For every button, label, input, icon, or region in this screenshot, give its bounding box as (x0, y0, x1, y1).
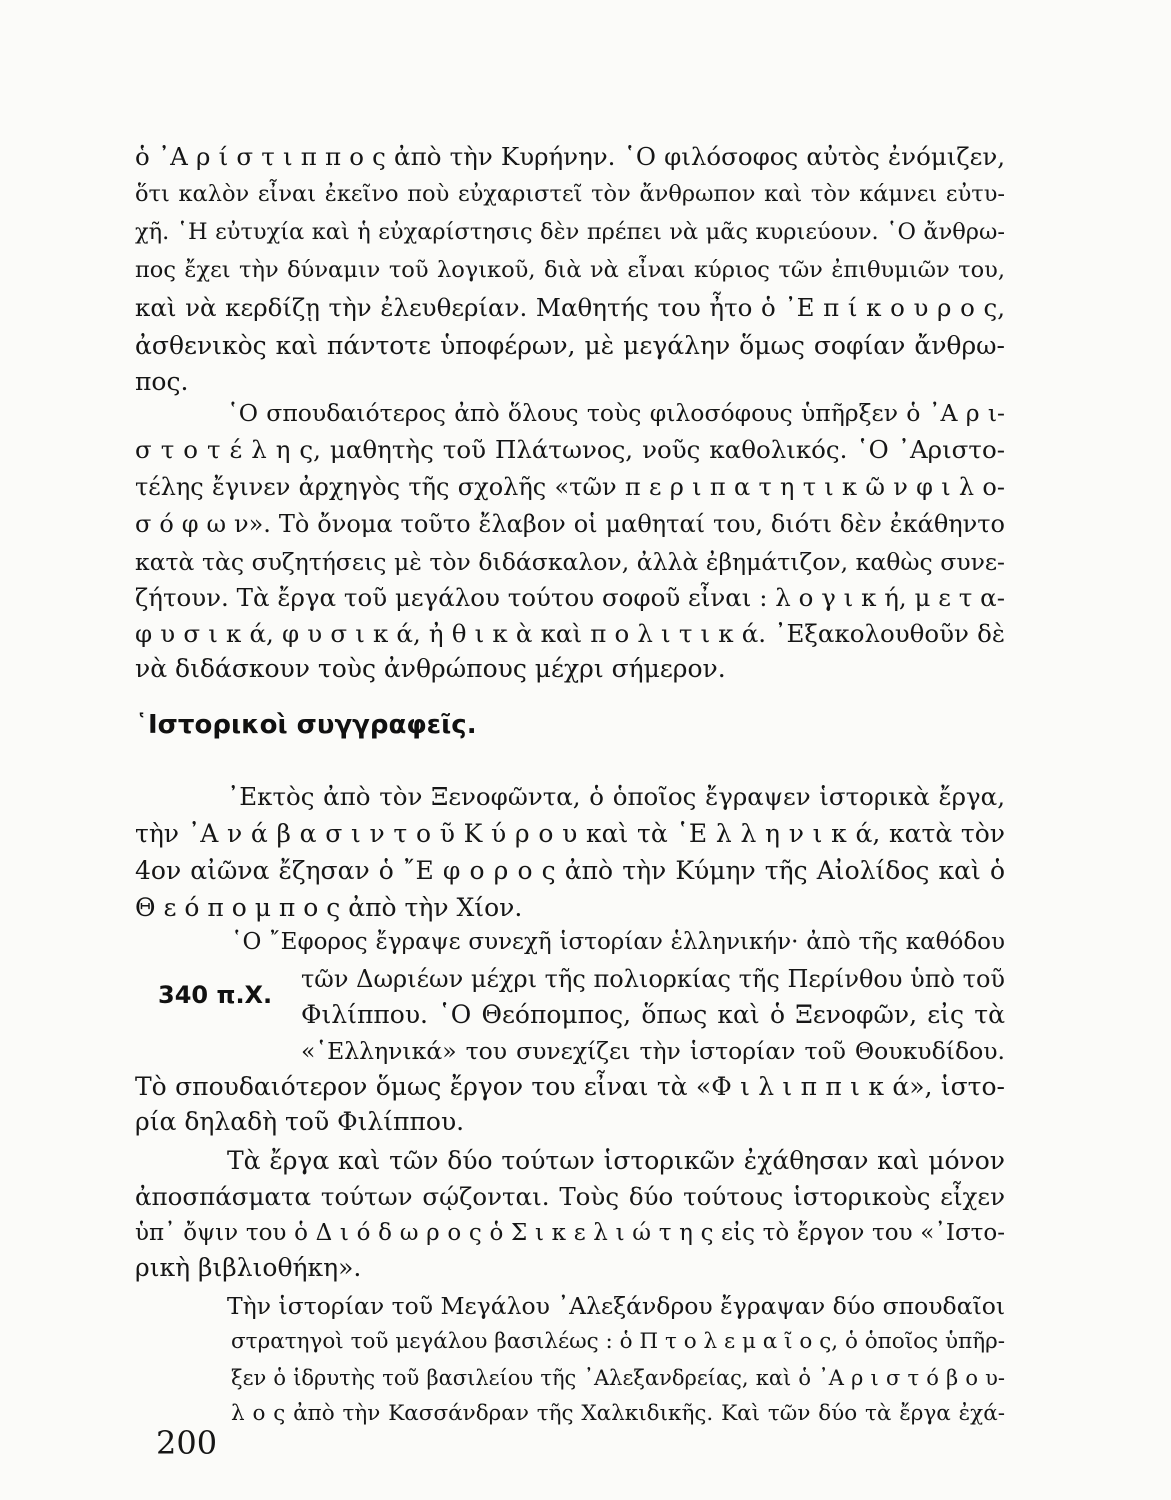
text-line: Τὴν ἱστορίαν τοῦ Μεγάλου ᾿Αλεξάνδρου ἔγραψαν δύο σπουδαῖοι (227, 1292, 1006, 1320)
text-line: Φιλίππου. ῾Ο Θεόπομπος, ὅπως καὶ ὁ Ξενοφῶν, εἰς τὰ (301, 1000, 1005, 1029)
text-line: ἀσθενικὸς καὶ πάντοτε ὑποφέρων, μὲ μεγάλην ὅμως σοφίαν ἄνθρω- (135, 331, 1005, 360)
text-line: ζήτουν. Τὰ ἔργα τοῦ μεγάλου τούτου σοφοῦ εἶναι : λ ο γ ι κ ή, μ ε τ α- (135, 583, 1005, 612)
section-heading: ῾Ιστορικοὶ συγγραφεῖς. (135, 710, 477, 740)
text-line: ὑπ᾿ ὄψιν του ὁ Δ ι ό δ ω ρ ο ς ὁ Σ ι κ ε λ ι ώ τ η ς εἰς τὸ ἔργον του «᾿Ιστο- (135, 1220, 1005, 1246)
text-line: τῶν Δωριέων μέχρι τῆς πολιορκίας τῆς Περίνθου ὑπὸ τοῦ (301, 965, 1005, 993)
text-line: Θ ε ό π ο μ π ο ς ἀπὸ τὴν Χίον. (135, 893, 523, 922)
text-line: πος ἔχει τὴν δύναμιν τοῦ λογικοῦ, διὰ νὰ εἶναι κύριος τῶν ἐπιθυμιῶν του, (135, 257, 1005, 283)
text-line: σ τ ο τ έ λ η ς, μαθητὴς τοῦ Πλάτωνος, νοῦς καθολικός. ῾Ο ᾿Αριστο- (135, 435, 1005, 464)
text-line: Τὰ ἔργα καὶ τῶν δύο τούτων ἱστορικῶν ἐχάθησαν καὶ μόνον (227, 1146, 1005, 1175)
text-line: τέλης ἔγινεν ἀρχηγὸς τῆς σχολῆς «τῶν π ε ρ ι π α τ η τ ι κ ῶ ν φ ι λ ο- (135, 473, 1005, 501)
text-line: ὁ ᾿Α ρ ί σ τ ι π π ο ς ἀπὸ τὴν Κυρήνην. ῾Ο φιλόσοφος αὐτὸς ἐνόμιζεν, (135, 142, 1005, 171)
text-line: πος. (135, 367, 189, 396)
text-line: ᾿Εκτὸς ἀπὸ τὸν Ξενοφῶντα, ὁ ὁποῖος ἔγραψεν ἱστορικὰ ἔργα, (227, 782, 1005, 811)
text-line: ξεν ὁ ἱδρυτὴς τοῦ βασιλείου τῆς ᾿Αλεξανδρείας, καὶ ὁ ᾿Α ρ ι σ τ ό β ο υ- (231, 1366, 1005, 1390)
text-line: σ ό φ ω ν». Τὸ ὄνομα τοῦτο ἔλαβον οἱ μαθηταί του, διότι δὲν ἐκάθηντο (135, 510, 1005, 538)
text-line: καὶ νὰ κερδίζῃ τὴν ἐλευθερίαν. Μαθητής του ἦτο ὁ ᾿Ε π ί κ ο υ ρ ο ς, (135, 293, 1005, 322)
text-line: λ ο ς ἀπὸ τὴν Κασσάνδραν τῆς Χαλκιδικῆς. Καὶ τῶν δύο τὰ ἔργα ἐχά- (231, 1401, 1005, 1426)
text-line: 4ον αἰῶνα ἔζησαν ὁ ῎Ε φ ο ρ ο ς ἀπὸ τὴν Κύμην τῆς Αἰολίδος καὶ ὁ (135, 856, 1005, 885)
text-line: ἀποσπάσματα τούτων σῴζονται. Τοὺς δύο τούτους ἱστορικοὺς εἶχεν (135, 1182, 1005, 1211)
page-number: 200 (156, 1424, 218, 1462)
text-line: «῾Ελληνικά» του συνεχίζει τὴν ἱστορίαν τοῦ Θουκυδίδου. (301, 1037, 1005, 1065)
text-line: ὅτι καλὸν εἶναι ἐκεῖνο ποὺ εὐχαριστεῖ τὸν ἄνθρωπον καὶ τὸν κάμνει εὐτυ- (135, 181, 1005, 207)
text-line: ρικὴ βιβλιοθήκη». (135, 1253, 362, 1282)
text-line: Τὸ σπουδαιότερον ὅμως ἔργον του εἶναι τὰ «Φ ι λ ι π π ι κ ά», ἱστο- (135, 1072, 1005, 1101)
text-line: τὴν ᾿Α ν ά β α σ ι ν τ ο ῦ Κ ύ ρ ο υ καὶ τὰ ῾Ε λ λ η ν ι κ ά, κατὰ τὸν (135, 819, 1005, 848)
margin-date-note: 340 π.Χ. (158, 981, 273, 1009)
text-line: στρατηγοὶ τοῦ μεγάλου βασιλέως : ὁ Π τ ο λ ε μ α ῖ ο ς, ὁ ὁποῖος ὑπῆρ- (231, 1329, 1005, 1354)
text-line: χῆ. ῾Η εὐτυχία καὶ ἡ εὐχαρίστησις δὲν πρέπει νὰ μᾶς κυριεύουν. ῾Ο ἄνθρω- (135, 219, 1005, 245)
text-line: κατὰ τὰς συζητήσεις μὲ τὸν διδάσκαλον, ἀλλὰ ἐβημάτιζον, καθὼς συνε- (135, 548, 1005, 576)
text-line: φ υ σ ι κ ά, φ υ σ ι κ ά, ἠ θ ι κ ὰ καὶ π ο λ ι τ ι κ ά. ᾿Εξακολουθοῦν δὲ (135, 619, 1005, 648)
text-line: νὰ διδάσκουν τοὺς ἀνθρώπους μέχρι σήμερον. (135, 654, 726, 683)
text-line: ῾Ο σπουδαιότερος ἀπὸ ὅλους τοὺς φιλοσόφους ὑπῆρξεν ὁ ᾿Α ρ ι- (227, 399, 1005, 427)
text-line: ῾Ο ῎Εφορος ἔγραψε συνεχῆ ἱστορίαν ἑλληνικήν· ἀπὸ τῆς καθόδου (231, 929, 1005, 955)
text-line: ρία δηλαδὴ τοῦ Φιλίππου. (135, 1107, 465, 1136)
